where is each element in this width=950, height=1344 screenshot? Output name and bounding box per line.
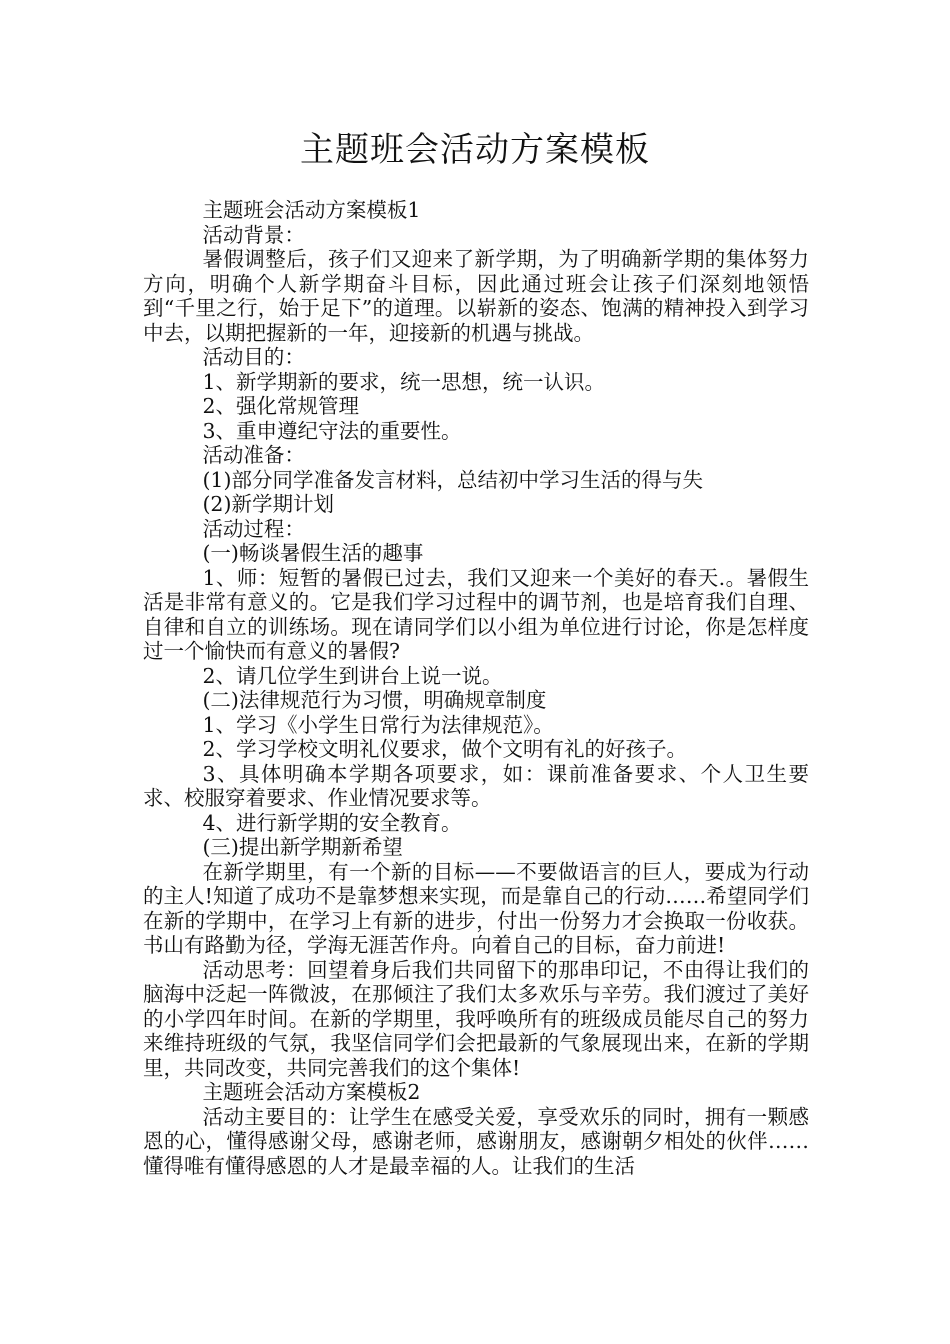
paragraph: 在新学期里，有一个新的目标——不要做语言的巨人，要成为行动的主人!知道了成功不是靠梦想来实现，而是靠自己的行动……希望同学们在新的学期中，在学习上有新的进步，付出一份努力才会换取一份收获。书山有路勤为径，学海无涯苦作舟。向着自己的目标，奋力前进!: [143, 859, 809, 957]
paragraph: 活动主要目的：让学生在感受关爱，享受欢乐的同时，拥有一颗感恩的心，懂得感谢父母，感谢老师，感谢朋友，感谢朝夕相处的伙伴……懂得唯有懂得感恩的人才是最幸福的人。让我们的生活: [143, 1104, 809, 1178]
list-item: (2)新学期计划: [202, 492, 334, 516]
subheading: (三)提出新学期新希望: [202, 835, 403, 859]
subheading: (二)法律规范行为习惯，明确规章制度: [202, 688, 547, 712]
list-item: 3、重申遵纪守法的重要性。: [202, 418, 462, 443]
list-item: 3、具体明确本学期各项要求，如：课前准备要求、个人卫生要求、校服穿着要求、作业情况要求等。: [143, 761, 809, 810]
list-item: (1)部分同学准备发言材料，总结初中学习生活的得与失: [202, 467, 703, 492]
paragraph: 暑假调整后，孩子们又迎来了新学期，为了明确新学期的集体努力方向，明确个人新学期奋斗目标，因此通过班会让孩子们深刻地领悟到“千里之行，始于足下”的道理。以崭新的姿态、饱满的精神投入到学习中去，以期把握新的一年，迎接新的机遇与挑战。: [143, 247, 809, 345]
list-item: 1、新学期新的要求，统一思想，统一认识。: [202, 369, 605, 394]
subheading: (一)畅谈暑假生活的趣事: [202, 541, 424, 565]
paragraph: 1、师：短暂的暑假已过去，我们又迎来一个美好的春天.。暑假生活是非常有意义的。它是我们学习过程中的调节剂，也是培育我们自理、自律和自立的训练场。现在请同学们以小组为单位进行讨论，你是怎样度过一个愉快而有意义的暑假?: [143, 565, 809, 663]
list-item: 4、进行新学期的安全教育。: [202, 810, 462, 835]
subheading: 活动过程：: [202, 516, 305, 541]
list-item: 2、学习学校文明礼仪要求，做个文明有礼的好孩子。: [202, 737, 687, 761]
document-title: 主题班会活动方案模板: [300, 130, 650, 170]
list-item: 2、请几位学生到讲台上说一说。: [202, 663, 503, 688]
subheading: 活动准备：: [202, 443, 305, 467]
list-item: 2、强化常规管理: [202, 394, 359, 418]
subheading: 活动目的：: [202, 345, 305, 369]
list-item: 1、学习《小学生日常行为法律规范》。: [202, 712, 554, 737]
document-body: [143, 198, 809, 1178]
subheading: 活动背景：: [202, 222, 305, 247]
paragraph: 活动思考：回望着身后我们共同留下的那串印记，不由得让我们的脑海中泛起一阵微波，在那倾注了我们太多欢乐与辛劳。我们渡过了美好的小学四年时间。在新的学期里，我呼唤所有的班级成员能尽自己的努力来维持班级的气氛，我坚信同学们会把最新的气象展现出来，在新的学期里，共同改变，共同完善我们的这个集体!: [143, 957, 809, 1080]
section-heading: 主题班会活动方案模板2: [202, 1080, 421, 1104]
section-heading: 主题班会活动方案模板1: [202, 198, 421, 222]
